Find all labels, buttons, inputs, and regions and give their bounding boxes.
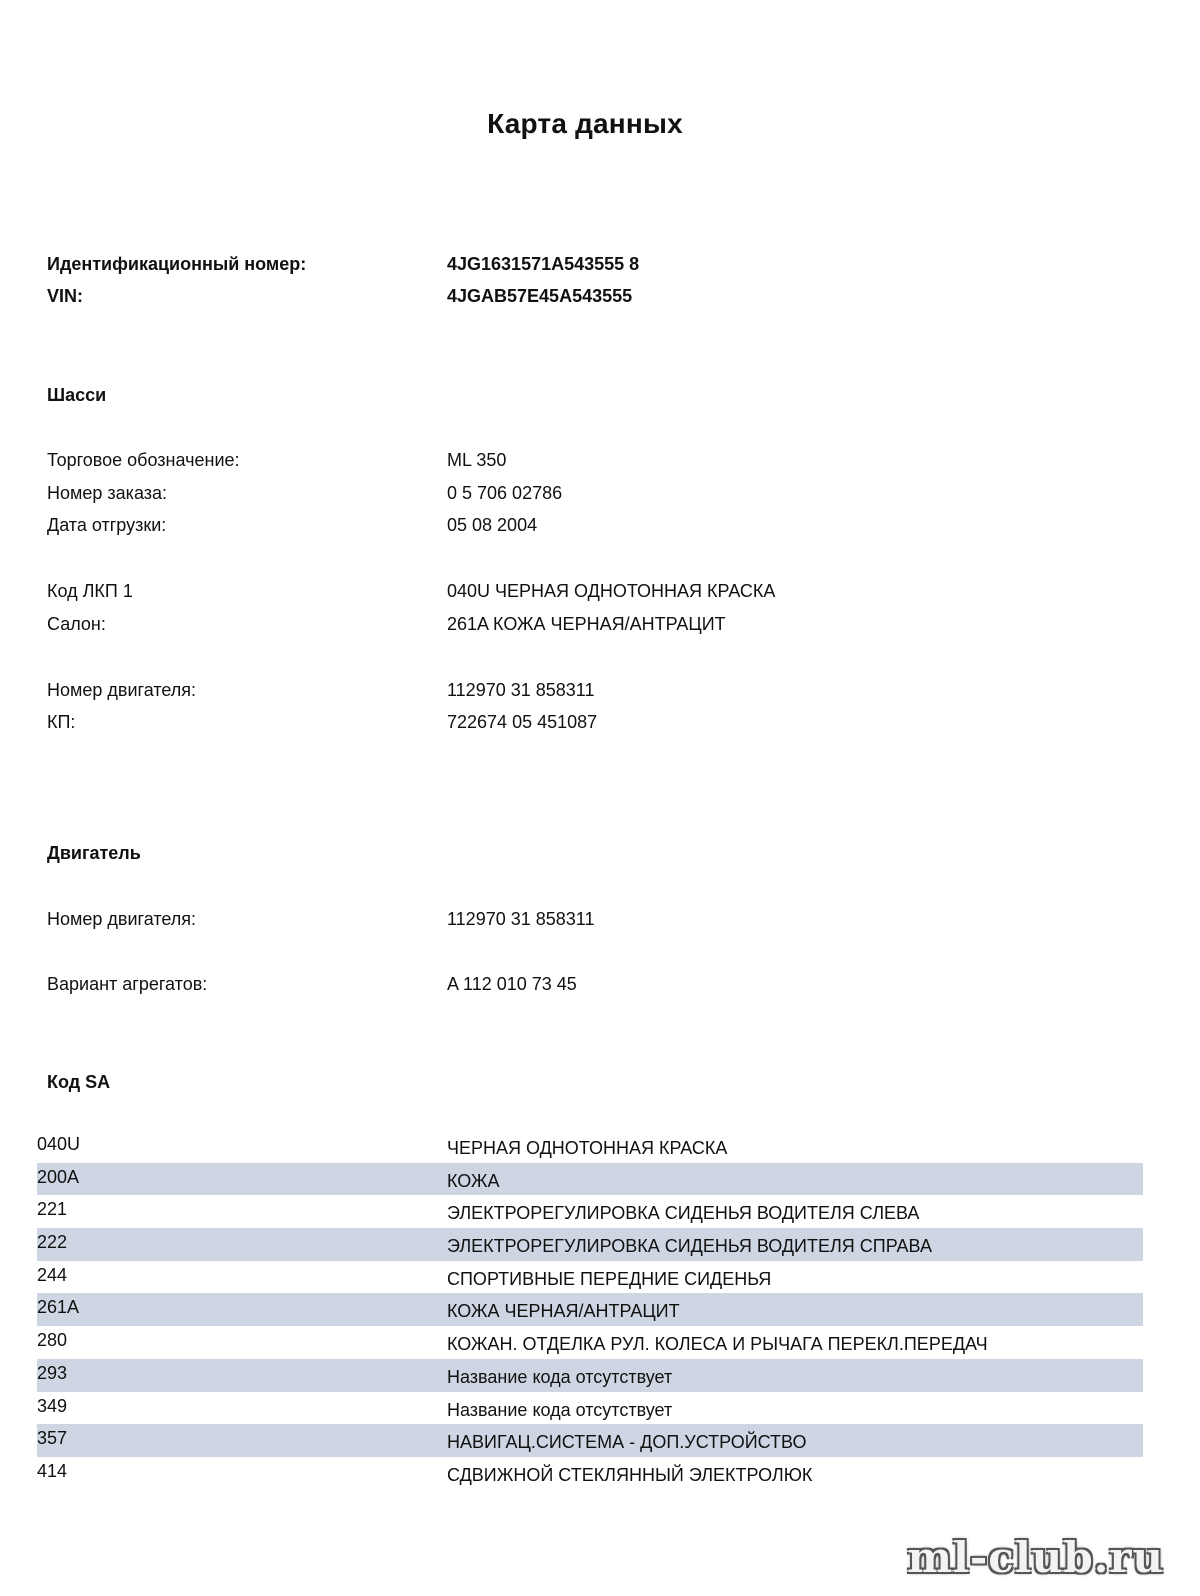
field-label: КП: [47,712,76,732]
field-value: 261A КОЖА ЧЕРНАЯ/АНТРАЦИТ [447,614,726,634]
sa-code: 414 [37,1460,68,1481]
sa-code: 200A [37,1166,80,1187]
field-value: 112970 31 858311 [447,680,595,700]
page-title: Карта данных [487,108,683,139]
sa-description: ЭЛЕКТРОРЕГУЛИРОВКА СИДЕНЬЯ ВОДИТЕЛЯ СЛЕВА [447,1203,920,1224]
table-row [37,1457,1143,1490]
field-label: Код ЛКП 1 [47,581,133,601]
field-label: Дата отгрузки: [47,515,167,535]
sa-code-table [37,1130,1143,1490]
sa-code: 293 [37,1362,68,1383]
engine-row [47,903,1147,935]
engine-heading: Двигатель [47,843,141,863]
field-value: 112970 31 858311 [447,909,595,929]
sa-description: ЧЕРНАЯ ОДНОТОННАЯ КРАСКА [447,1138,728,1158]
table-row [37,1359,1143,1392]
table-row [37,1424,1143,1457]
sa-description: ЭЛЕКТРОРЕГУЛИРОВКА СИДЕНЬЯ ВОДИТЕЛЯ СПРАВА [447,1236,932,1257]
table-row [37,1261,1143,1294]
id-number-row [47,248,1147,280]
table-row [37,1228,1143,1261]
sa-code: 280 [37,1330,68,1351]
vin-label: VIN: [47,286,83,306]
chassis-row [47,444,1147,476]
sa-code: 357 [37,1428,68,1449]
sa-code: 349 [37,1395,68,1416]
sa-description: СДВИЖНОЙ СТЕКЛЯННЫЙ ЭЛЕКТРОЛЮК [447,1464,813,1485]
field-value: 05 08 2004 [447,515,538,535]
field-value: 0 5 706 02786 [447,483,563,503]
chassis-heading: Шасси [47,385,107,405]
sa-code-heading: Код SA [47,1072,111,1092]
sa-description: Название кода отсутствует [447,1399,673,1420]
vin-value: 4JGAB57E45A543555 [447,286,633,306]
sa-description: Название кода отсутствует [447,1366,673,1387]
sa-description: КОЖА [447,1170,500,1191]
sa-code: 244 [37,1264,68,1285]
sa-description: НАВИГАЦ.СИСТЕМА - ДОП.УСТРОЙСТВО [447,1432,807,1453]
field-value: ML 350 [447,450,507,470]
watermark-logo: ml-club.ru [907,1533,1164,1582]
field-value: 040U ЧЕРНАЯ ОДНОТОННАЯ КРАСКА [447,581,776,601]
engine-row [47,968,1147,1000]
chassis-row [47,509,1147,541]
field-label: Номер двигателя: [47,680,197,700]
sa-description: КОЖАН. ОТДЕЛКА РУЛ. КОЛЕСА И РЫЧАГА ПЕРЕКЛ.ПЕРЕДАЧ [447,1334,988,1355]
chassis-row [47,706,1147,738]
field-label: Салон: [47,614,106,634]
chassis-row [47,674,1147,706]
sa-code: 222 [37,1232,68,1253]
sa-description: СПОРТИВНЫЕ ПЕРЕДНИЕ СИДЕНЬЯ [447,1268,772,1289]
sa-code: 221 [37,1199,68,1220]
table-row [37,1163,1143,1196]
field-value: 722674 05 451087 [447,712,598,732]
chassis-row [47,608,1147,640]
table-row [37,1392,1143,1425]
field-label: Номер заказа: [47,483,168,503]
chassis-row [47,575,1147,607]
sa-code: 040U [37,1134,81,1154]
sa-code: 261A [37,1297,80,1318]
id-number-label: Идентификационный номер: [47,254,307,274]
id-number-value: 4JG1631571A543555 8 [447,254,640,274]
field-label: Торговое обозначение: [47,450,240,470]
sa-description: КОЖА ЧЕРНАЯ/АНТРАЦИТ [447,1301,680,1322]
field-label: Номер двигателя: [47,909,197,929]
vin-row [47,280,1147,312]
chassis-row [47,477,1147,509]
table-row [37,1195,1143,1228]
table-row [37,1326,1143,1359]
field-label: Вариант агрегатов: [47,974,208,994]
table-row [37,1293,1143,1326]
field-value: A 112 010 73 45 [447,974,577,994]
table-row [37,1130,1143,1163]
